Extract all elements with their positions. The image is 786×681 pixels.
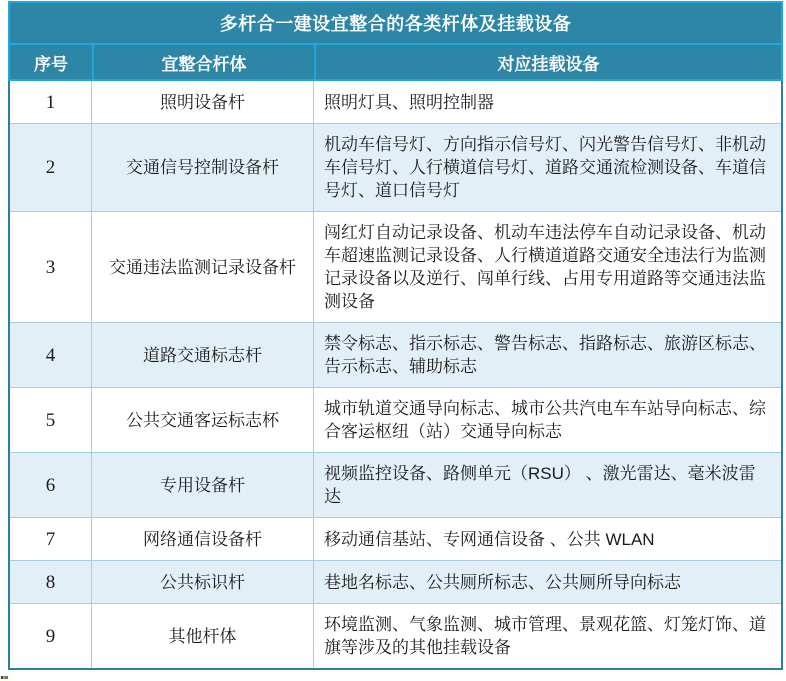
pole-cell: 交通违法监测记录设备杆 bbox=[92, 212, 314, 322]
seq-cell: 4 bbox=[10, 323, 92, 387]
pole-cell: 网络通信设备杆 bbox=[92, 518, 314, 560]
table-row bbox=[10, 560, 781, 603]
seq-cell: 1 bbox=[10, 81, 92, 123]
table-row bbox=[10, 517, 781, 560]
header-devices: 对应挂载设备 bbox=[314, 45, 781, 79]
pole-cell: 专用设备杆 bbox=[92, 453, 314, 517]
header-pole: 宜整合杆体 bbox=[92, 45, 314, 79]
devices-cell: 环境监测、气象监测、城市管理、景观花篮、灯笼灯饰、道旗等涉及的其他挂载设备 bbox=[324, 615, 766, 657]
table-row bbox=[10, 603, 781, 668]
pole-cell: 公共标识杆 bbox=[92, 561, 314, 603]
table-row bbox=[10, 211, 781, 322]
seq-cell: 7 bbox=[10, 518, 92, 560]
table-title: 多杆合一建设宜整合的各类杆体及挂载设备 bbox=[8, 1, 783, 45]
devices-cell: 照明灯具、照明控制器 bbox=[324, 92, 494, 112]
seq-cell: 5 bbox=[10, 388, 92, 452]
seq-cell: 6 bbox=[10, 453, 92, 517]
table-body bbox=[8, 81, 783, 670]
table-row bbox=[10, 81, 781, 123]
devices-cell: 禁令标志、指示标志、警告标志、指路标志、旅游区标志、告示标志、辅助标志 bbox=[324, 334, 766, 376]
capture-artifact bbox=[1, 676, 8, 679]
pole-cell: 照明设备杆 bbox=[92, 81, 314, 123]
table-row bbox=[10, 452, 781, 517]
seq-cell: 2 bbox=[10, 124, 92, 211]
poles-table bbox=[8, 1, 783, 670]
pole-cell: 其他杆体 bbox=[92, 604, 314, 668]
table-row bbox=[10, 322, 781, 387]
devices-cell: 视频监控设备、路侧单元（RSU） 、激光雷达、毫米波雷达 bbox=[324, 464, 756, 506]
pole-cell: 交通信号控制设备杆 bbox=[92, 124, 314, 211]
pole-cell: 道路交通标志杆 bbox=[92, 323, 314, 387]
table-row bbox=[10, 123, 781, 211]
pole-cell: 公共交通客运标志杯 bbox=[92, 388, 314, 452]
table-header-row bbox=[8, 45, 783, 81]
devices-cell: 城市轨道交通导向标志、城市公共汽电车车站导向标志、综合客运枢纽（站）交通导向标志 bbox=[324, 399, 766, 441]
header-seq: 序号 bbox=[34, 54, 68, 74]
devices-cell: 移动通信基站、专网通信设备 、公共 WLAN bbox=[324, 529, 655, 549]
devices-cell: 巷地名标志、公共厕所标志、公共厕所导向标志 bbox=[324, 572, 681, 592]
seq-cell: 9 bbox=[10, 604, 92, 668]
seq-cell: 3 bbox=[10, 212, 92, 322]
seq-cell: 8 bbox=[10, 561, 92, 603]
table-row bbox=[10, 387, 781, 452]
devices-cell: 机动车信号灯、方向指示信号灯、闪光警告信号灯、非机动车信号灯、人行横道信号灯、道路交通流检测设备、车道信号灯、道口信号灯 bbox=[324, 135, 766, 200]
devices-cell: 闯红灯自动记录设备、机动车违法停车自动记录设备、机动车超速监测记录设备、人行横道道路交通安全违法行为监测记录设备以及逆行、闯单行线、占用专用道路等交通违法监测设备 bbox=[324, 223, 766, 311]
